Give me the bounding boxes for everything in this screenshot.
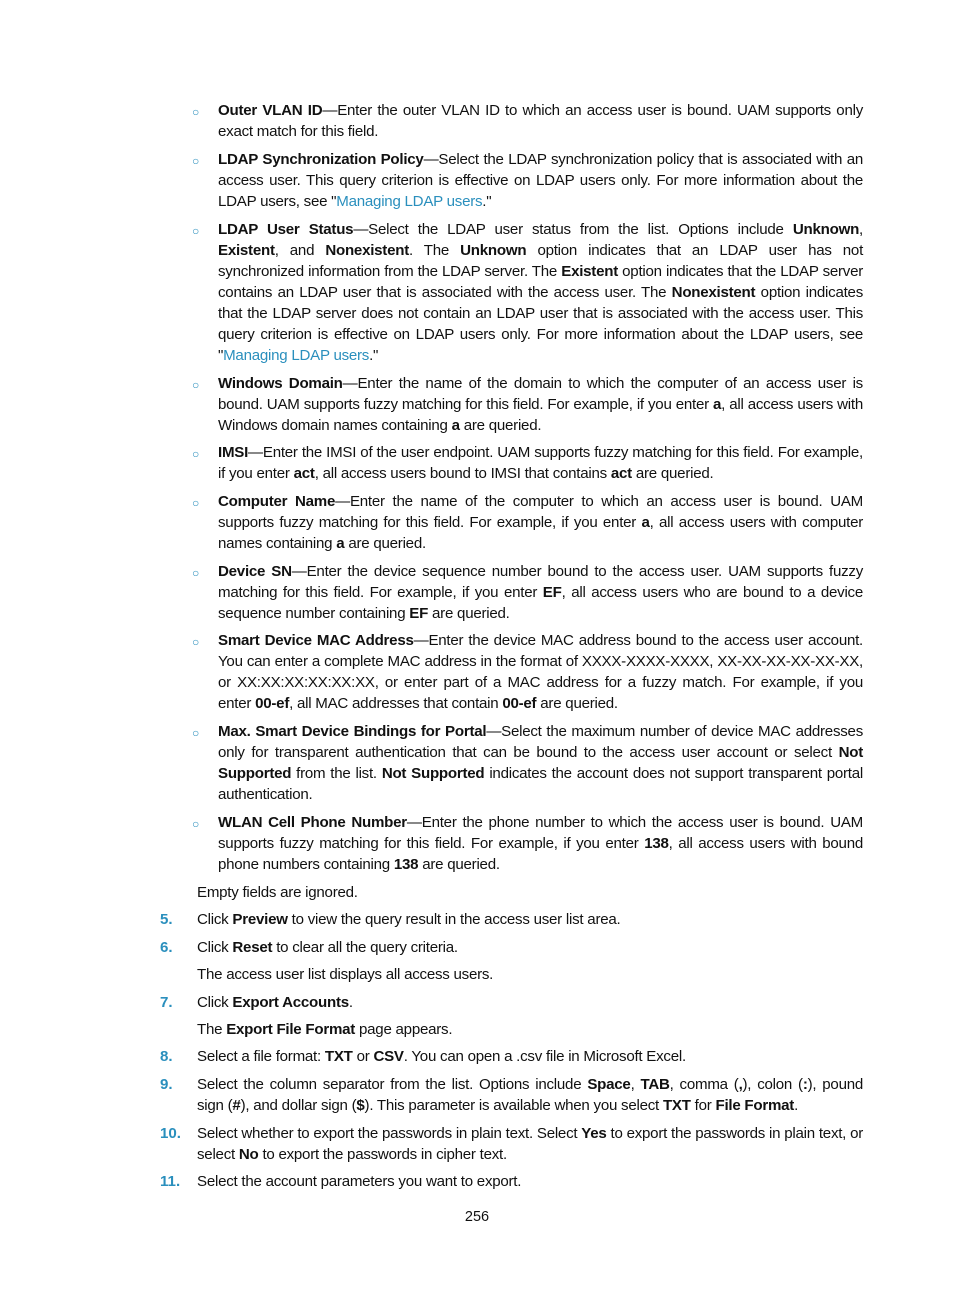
step-8: Select a file format: TXT or CSV. You can open a .csv file in Microsoft Excel. — [197, 1048, 686, 1065]
bullet-icon: ○ — [192, 224, 200, 238]
step-6: Click Reset to clear all the query criteria. — [197, 939, 458, 956]
list-item-imsi: IMSI—Enter the IMSI of the user endpoint. UAM supports fuzzy matching for this field. For example, if you enter act, all access users bound to IMSI that contains act are queried. — [218, 444, 863, 482]
list-item-ldap-sync-policy: LDAP Synchronization Policy—Select the LDAP synchronization policy that is associated with an access user. This query criterion is effective on LDAP users only. For more information about the LDAP users, see "Managing LDAP users." — [218, 151, 863, 210]
page-number: 256 — [464, 1209, 490, 1225]
step-number: 8. — [160, 1048, 173, 1065]
step-11: Select the account parameters you want to export. — [197, 1173, 522, 1190]
list-item-outer-vlan-id: Outer VLAN ID—Enter the outer VLAN ID to which an access user is bound. UAM supports only exact match for this field. — [218, 102, 863, 140]
bullet-icon: ○ — [192, 105, 200, 119]
step-number: 10. — [160, 1125, 181, 1142]
bullet-icon: ○ — [192, 447, 200, 461]
bullet-icon: ○ — [192, 566, 200, 580]
list-item-wlan-cell-phone: WLAN Cell Phone Number—Enter the phone number to which the access user is bound. UAM supports fuzzy matching for this field. For example, if you enter 138, all access users with bound phone numbers containing 138 are queried. — [218, 814, 863, 873]
bullet-icon: ○ — [192, 154, 200, 168]
step-number: 9. — [160, 1076, 173, 1093]
step-10: Select whether to export the passwords in plain text. Select Yes to export the passwords in plain text, or select No to export the passwords in cipher text. — [197, 1125, 864, 1163]
bullet-icon: ○ — [192, 496, 200, 510]
list-item-device-sn: Device SN—Enter the device sequence number bound to the access user. UAM supports fuzzy matching for this field. For example, if you enter EF, all access users who are bound to a device sequence number containing EF are queried. — [218, 563, 863, 622]
step-7-note: The Export File Format page appears. — [197, 1021, 453, 1038]
list-item-smart-device-mac: Smart Device MAC Address—Enter the device MAC address bound to the access user account. You can enter a complete MAC address in the format of XXXX-XXXX-XXXX, XX-XX-XX-XX-XX-XX, or XX:XX:XX:XX:XX:XX, or enter part of a MAC address for a fuzzy match. For example, if you enter 00-ef, all MAC addresses that contain 00-ef are queried. — [218, 632, 863, 712]
step-7: Click Export Accounts. — [197, 994, 353, 1011]
bullet-icon: ○ — [192, 817, 200, 831]
step-5: Click Preview to view the query result in the access user list area. — [197, 911, 621, 928]
list-item-ldap-user-status: LDAP User Status—Select the LDAP user status from the list. Options include Unknown, Existent, and Nonexistent. The Unknown option indicates that an LDAP user has not synchronized information from the LDAP server. The Existent option indicates that the LDAP server contains an LDAP user that is associated with the access user. The Nonexistent option indicates that the LDAP server does not contain an LDAP user that is associated with the access user. This query criterion is effective on LDAP users only. For more information about the LDAP users, see "Managing LDAP users." — [218, 221, 864, 364]
list-item-max-smart-device-bindings: Max. Smart Device Bindings for Portal—Select the maximum number of device MAC addresses only for transparent authentication that can be bound to the access user account or select Not Supported from the list. Not Supported indicates the account does not support transparent portal authentication. — [218, 723, 863, 803]
step-6-note: The access user list displays all access users. — [197, 966, 494, 983]
managing-ldap-users-link[interactable]: Managing LDAP users — [336, 193, 483, 210]
step-number: 6. — [160, 939, 173, 956]
step-number: 5. — [160, 911, 173, 928]
managing-ldap-users-link[interactable]: Managing LDAP users — [223, 347, 370, 364]
step-9: Select the column separator from the list. Options include Space, TAB, comma (,), colon (:), pound sign (#), and dollar sign ($). This parameter is available when you select TXT for File Format. — [197, 1076, 864, 1114]
list-item-windows-domain: Windows Domain—Enter the name of the domain to which the computer of an access user is bound. UAM supports fuzzy matching for this field. For example, if you enter a, all access users with Windows domain names containing a are queried. — [218, 375, 863, 434]
bullet-icon: ○ — [192, 726, 200, 740]
bullet-icon: ○ — [192, 635, 200, 649]
empty-fields-note: Empty fields are ignored. — [197, 884, 358, 901]
step-number: 11. — [160, 1173, 181, 1190]
step-number: 7. — [160, 994, 173, 1011]
bullet-icon: ○ — [192, 378, 200, 392]
list-item-computer-name: Computer Name—Enter the name of the computer to which an access user is bound. UAM supports fuzzy matching for this field. For example, if you enter a, all access users with computer names containing a are queried. — [218, 493, 863, 552]
